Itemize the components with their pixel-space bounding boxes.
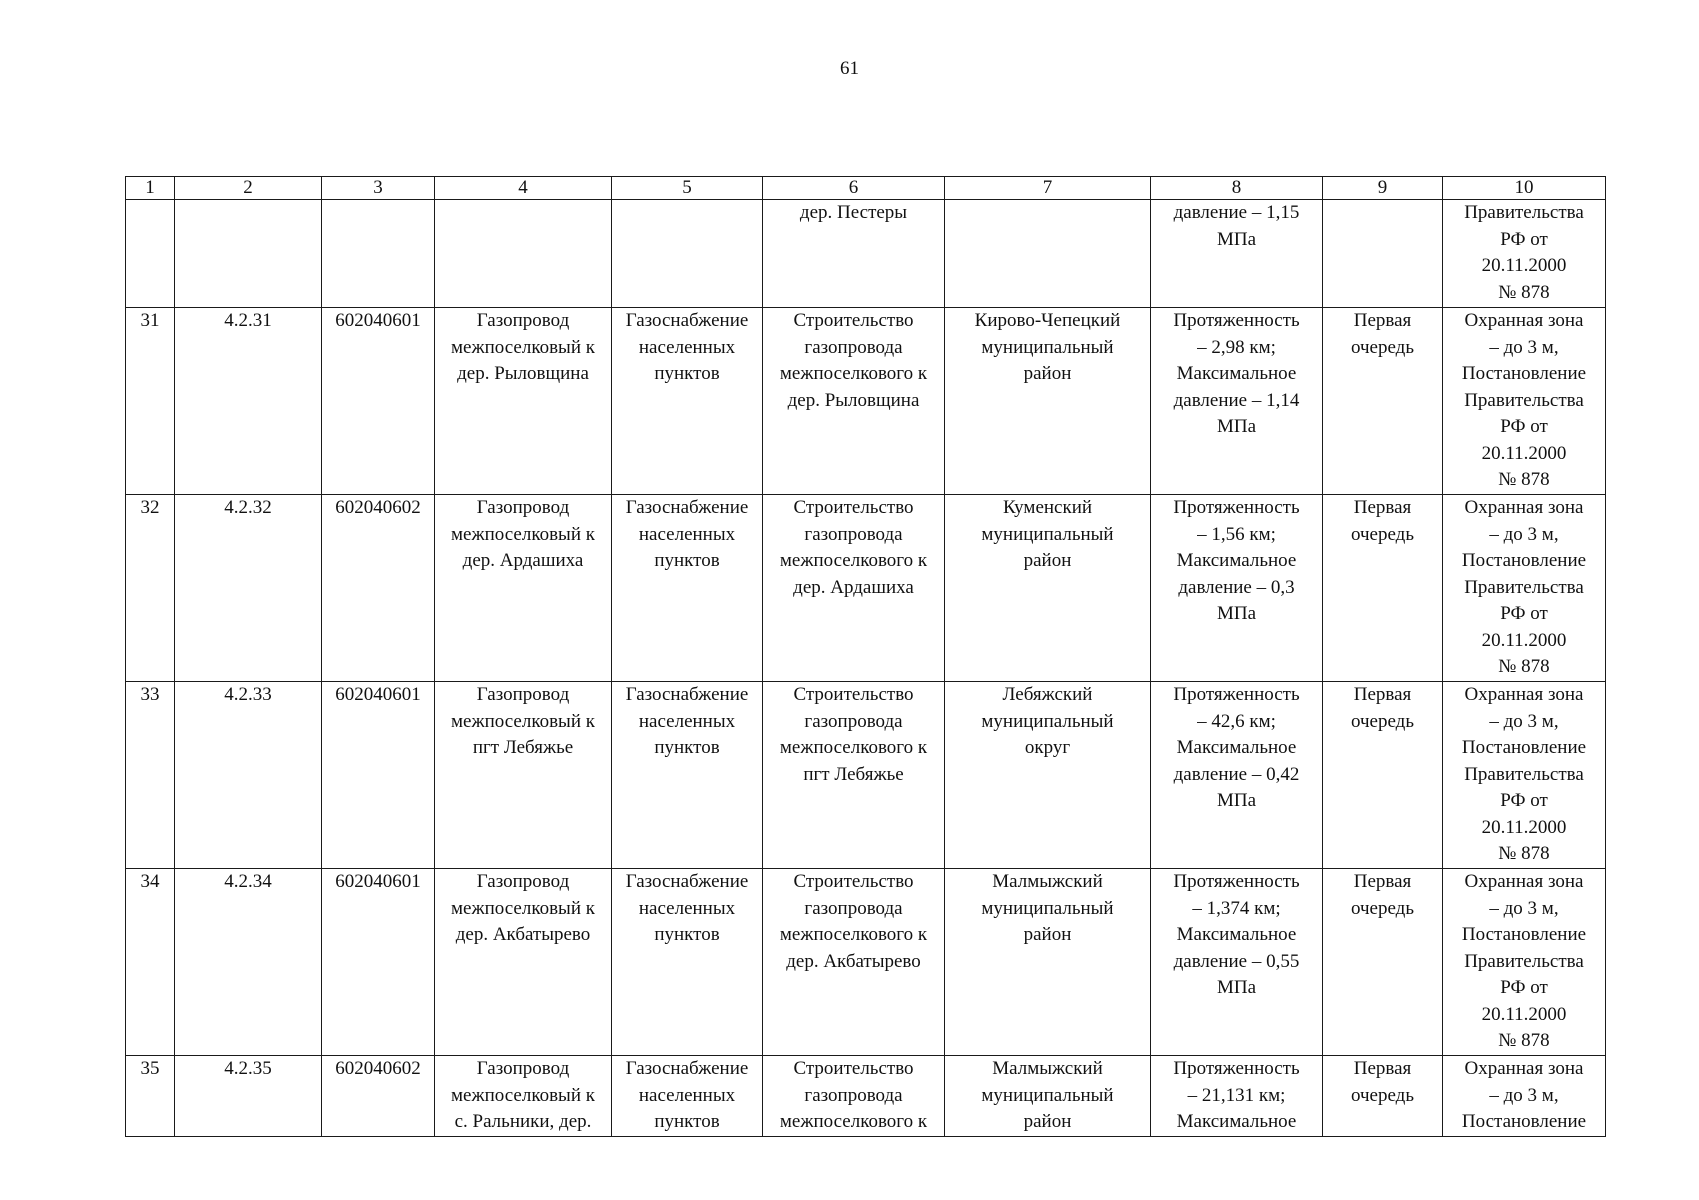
cell-object-name: Газопровод межпоселковый к пгт Лебяжье <box>435 682 612 869</box>
cell-location <box>945 200 1151 308</box>
cell-zone: Правительства РФ от 20.11.2000 № 878 <box>1443 200 1606 308</box>
cell-stage: Первая очередь <box>1323 495 1443 682</box>
table-row <box>126 682 1606 869</box>
cell-stage: Первая очередь <box>1323 1056 1443 1137</box>
cell-purpose: Газоснабжение населенных пунктов <box>612 869 763 1056</box>
column-header-6: 6 <box>763 177 945 200</box>
table-row-continuation <box>126 200 1606 308</box>
header-row <box>126 177 1606 200</box>
cell-zone: Охранная зона – до 3 м, Постановление <box>1443 1056 1606 1137</box>
cell-zone: Охранная зона – до 3 м, Постановление Правительства РФ от 20.11.2000 № 878 <box>1443 682 1606 869</box>
cell-object-code: 602040601 <box>322 682 435 869</box>
cell-activity: Строительство газопровода межпоселкового к дер. Рыловщина <box>763 308 945 495</box>
pipeline-table <box>125 176 1606 1137</box>
table-row <box>126 495 1606 682</box>
cell-stage: Первая очередь <box>1323 308 1443 495</box>
cell-characteristics: Протяженность – 42,6 км; Максимальное давление – 0,42 МПа <box>1151 682 1323 869</box>
table-row <box>126 308 1606 495</box>
cell-stage: Первая очередь <box>1323 869 1443 1056</box>
cell-number: 33 <box>126 682 175 869</box>
cell-activity: Строительство газопровода межпоселкового к пгт Лебяжье <box>763 682 945 869</box>
cell-location: Малмыжский муниципальный район <box>945 869 1151 1056</box>
page-number: 61 <box>840 58 859 79</box>
column-header-1: 1 <box>126 177 175 200</box>
cell-activity: дер. Пестеры <box>763 200 945 308</box>
column-header-4: 4 <box>435 177 612 200</box>
cell-item-code: 4.2.35 <box>175 1056 322 1137</box>
cell-object-code: 602040602 <box>322 1056 435 1137</box>
cell-stage <box>1323 200 1443 308</box>
cell-characteristics: Протяженность – 21,131 км; Максимальное <box>1151 1056 1323 1137</box>
column-header-7: 7 <box>945 177 1151 200</box>
cell-activity: Строительство газопровода межпоселкового к дер. Акбатырево <box>763 869 945 1056</box>
cell-location: Кирово-Чепецкий муниципальный район <box>945 308 1151 495</box>
cell-item-code: 4.2.31 <box>175 308 322 495</box>
cell-stage: Первая очередь <box>1323 682 1443 869</box>
cell-purpose: Газоснабжение населенных пунктов <box>612 495 763 682</box>
column-header-2: 2 <box>175 177 322 200</box>
table-row <box>126 1056 1606 1137</box>
cell-zone: Охранная зона – до 3 м, Постановление Правительства РФ от 20.11.2000 № 878 <box>1443 869 1606 1056</box>
cell-object-code: 602040601 <box>322 869 435 1056</box>
cell-item-code: 4.2.32 <box>175 495 322 682</box>
cell-object-code <box>322 200 435 308</box>
column-header-8: 8 <box>1151 177 1323 200</box>
cell-purpose: Газоснабжение населенных пунктов <box>612 682 763 869</box>
cell-number: 31 <box>126 308 175 495</box>
cell-purpose <box>612 200 763 308</box>
cell-item-code: 4.2.33 <box>175 682 322 869</box>
cell-characteristics: Протяженность – 1,56 км; Максимальное давление – 0,3 МПа <box>1151 495 1323 682</box>
cell-object-code: 602040601 <box>322 308 435 495</box>
cell-zone: Охранная зона – до 3 м, Постановление Правительства РФ от 20.11.2000 № 878 <box>1443 495 1606 682</box>
cell-characteristics: Протяженность – 2,98 км; Максимальное давление – 1,14 МПа <box>1151 308 1323 495</box>
cell-activity: Строительство газопровода межпоселкового к дер. Ардашиха <box>763 495 945 682</box>
cell-location: Куменский муниципальный район <box>945 495 1151 682</box>
cell-object-name: Газопровод межпоселковый к с. Ральники, дер. <box>435 1056 612 1137</box>
cell-object-name: Газопровод межпоселковый к дер. Рыловщина <box>435 308 612 495</box>
column-header-10: 10 <box>1443 177 1606 200</box>
cell-location: Лебяжский муниципальный округ <box>945 682 1151 869</box>
table-row <box>126 869 1606 1056</box>
cell-object-name: Газопровод межпоселковый к дер. Акбатырево <box>435 869 612 1056</box>
cell-activity: Строительство газопровода межпоселкового к <box>763 1056 945 1137</box>
cell-purpose: Газоснабжение населенных пунктов <box>612 308 763 495</box>
cell-object-name <box>435 200 612 308</box>
cell-characteristics: Протяженность – 1,374 км; Максимальное давление – 0,55 МПа <box>1151 869 1323 1056</box>
cell-zone: Охранная зона – до 3 м, Постановление Правительства РФ от 20.11.2000 № 878 <box>1443 308 1606 495</box>
cell-purpose: Газоснабжение населенных пунктов <box>612 1056 763 1137</box>
column-header-5: 5 <box>612 177 763 200</box>
cell-object-name: Газопровод межпоселковый к дер. Ардашиха <box>435 495 612 682</box>
cell-number: 34 <box>126 869 175 1056</box>
cell-object-code: 602040602 <box>322 495 435 682</box>
cell-item-code: 4.2.34 <box>175 869 322 1056</box>
cell-item-code <box>175 200 322 308</box>
column-header-3: 3 <box>322 177 435 200</box>
cell-number: 32 <box>126 495 175 682</box>
cell-characteristics: давление – 1,15 МПа <box>1151 200 1323 308</box>
cell-number <box>126 200 175 308</box>
cell-location: Малмыжский муниципальный район <box>945 1056 1151 1137</box>
cell-number: 35 <box>126 1056 175 1137</box>
column-header-9: 9 <box>1323 177 1443 200</box>
